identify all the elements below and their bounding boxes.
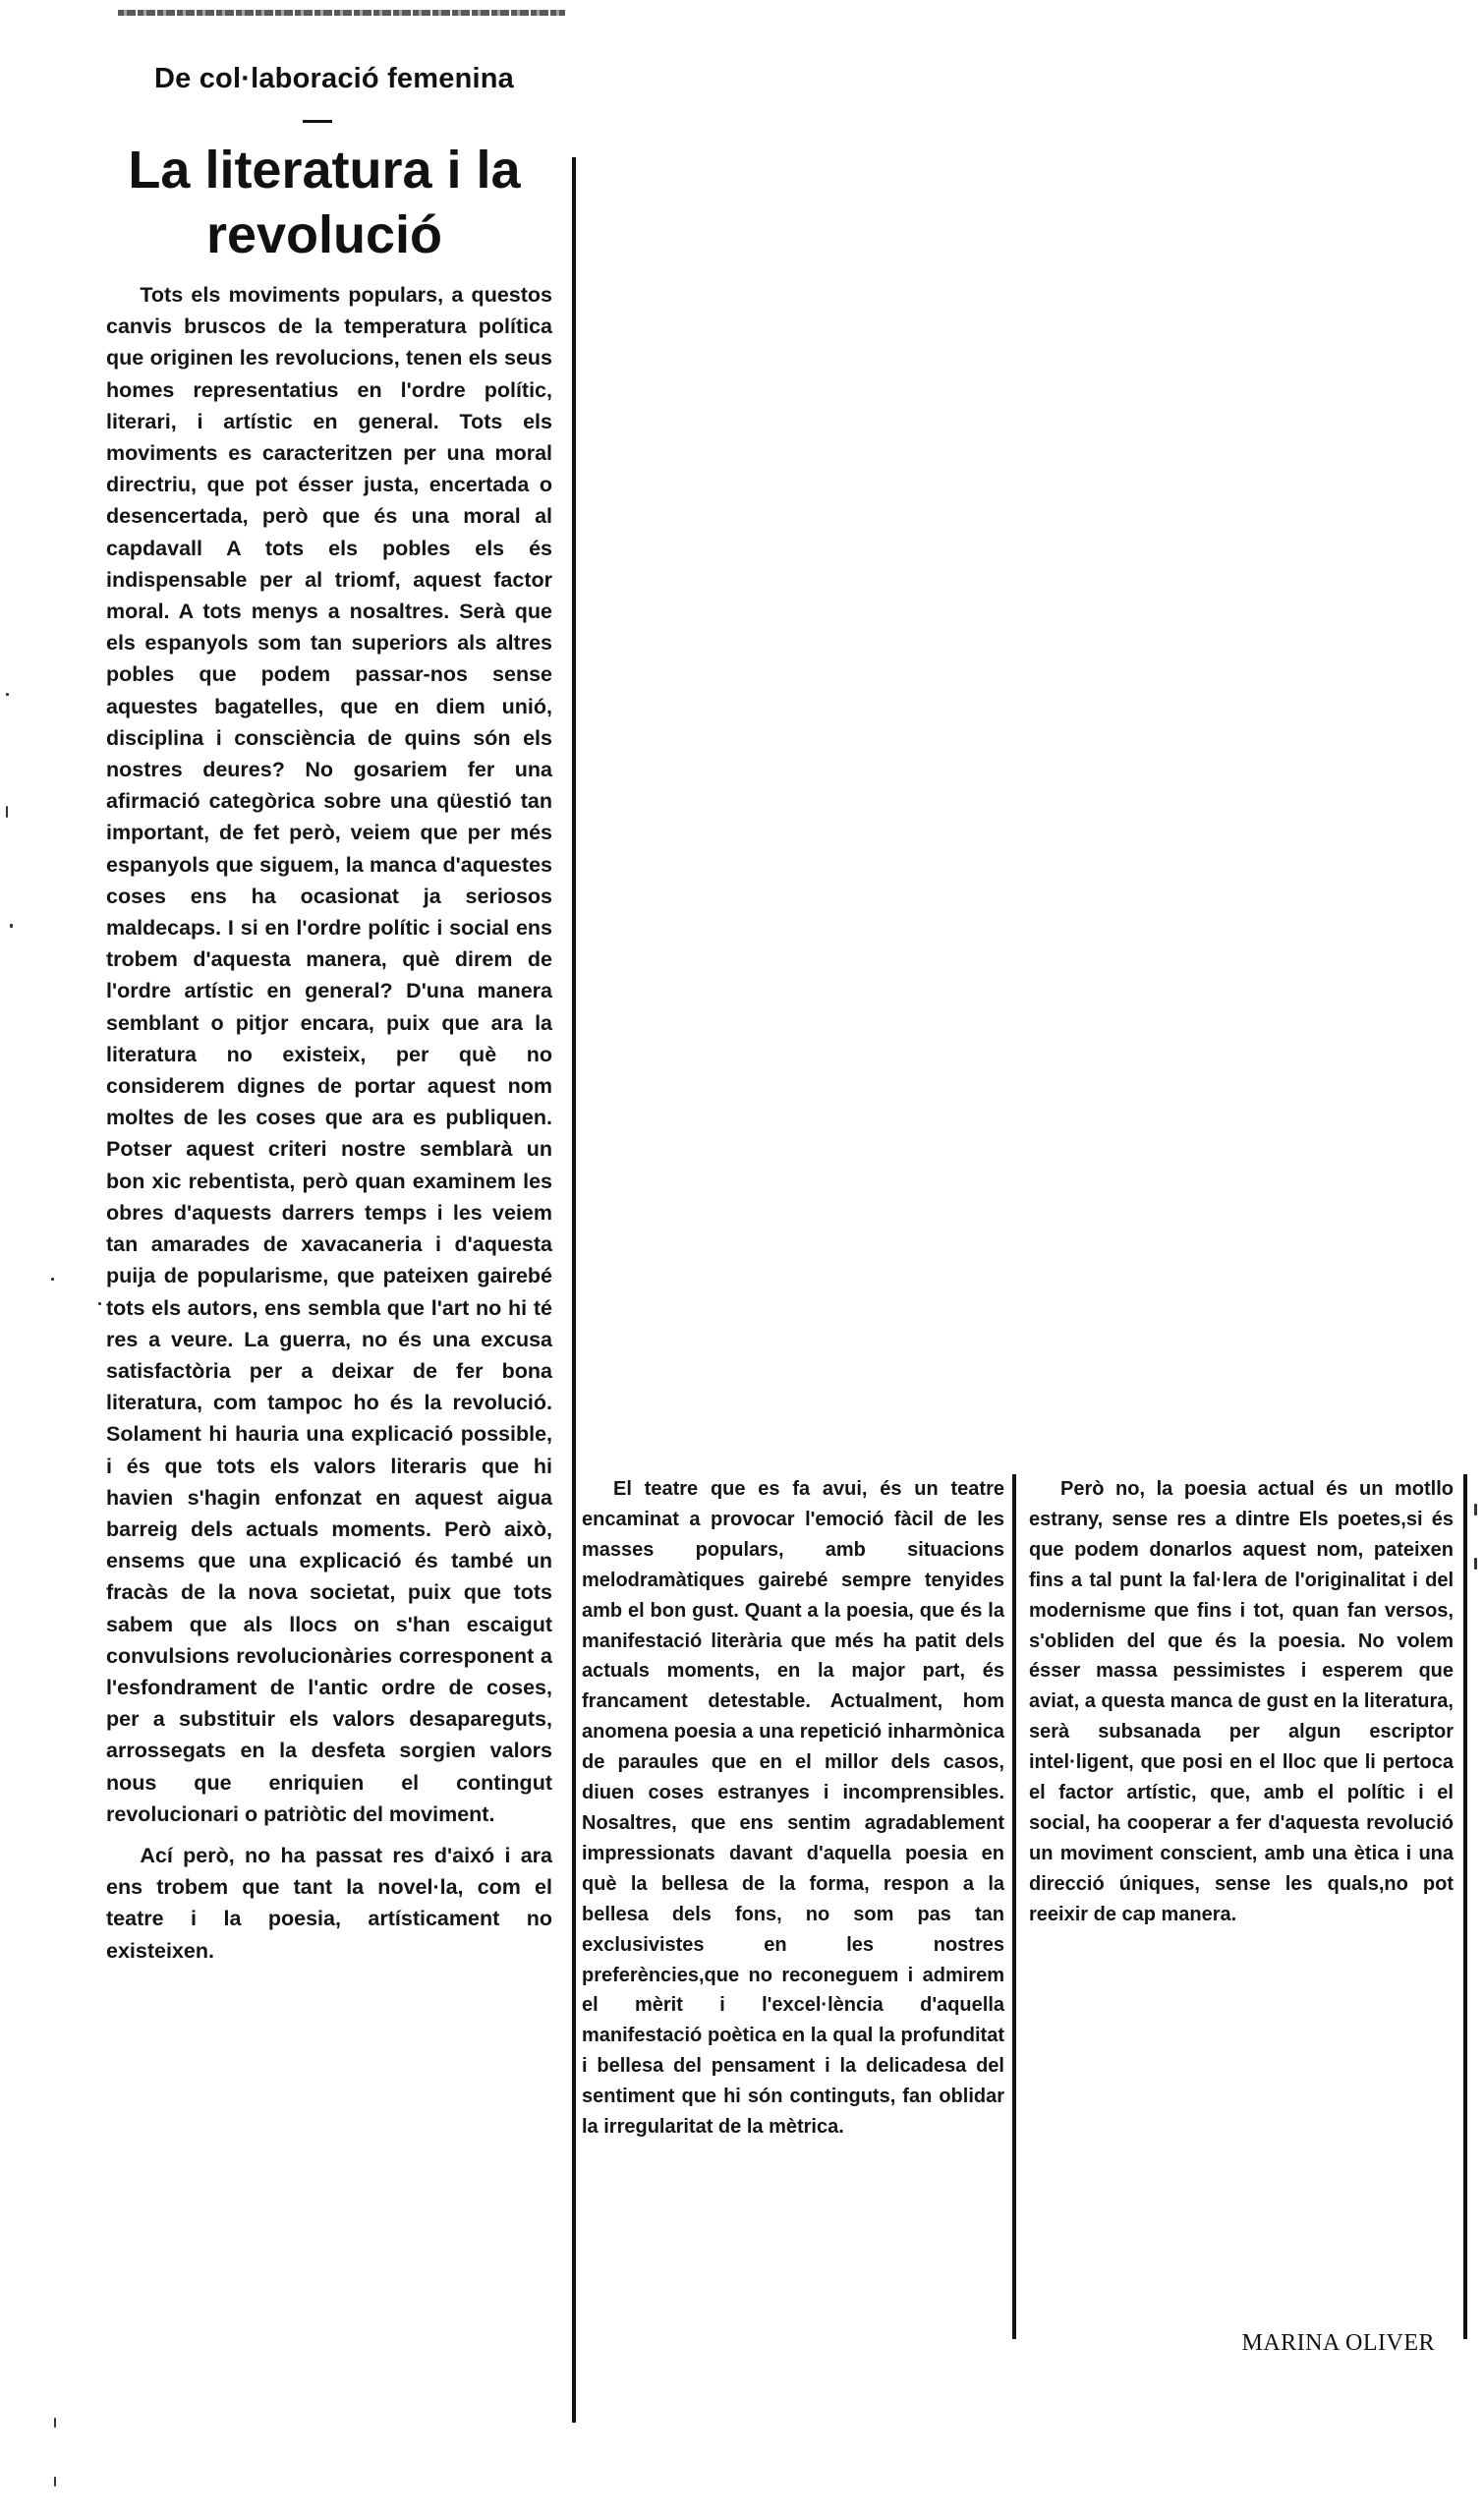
print-speck bbox=[6, 693, 9, 696]
headline: La literatura i la revolució bbox=[128, 141, 521, 264]
print-speck bbox=[6, 806, 8, 818]
column-rule bbox=[1012, 1474, 1016, 2339]
article-column-3 bbox=[1029, 1474, 1454, 1930]
title-dash bbox=[303, 120, 332, 123]
paragraph: El teatre que es fa avui, és un teatre encaminat a provocar l'emoció fàcil de les masses populars, amb situacions melodramàtiques gairebé sempre tenyides amb el bon gust. Quant a la poesia, que és la manifestació literària que més ha patit dels actuals moments, en la major part, és francament detestable. Actualment, hom anomena poesia a una repetició inharmònica de paraules que en el millor dels casos, diuen coses estranyes i incomprensibles. Nosaltres, que ens sentim agradablement impressionats davant d'aquella poesia en què la bellesa de la forma, respon a la bellesa dels fons, no som pas tan exclusivistes en les nostres preferències,que no reconeguem i admirem el mèrit i l'excel·lència d'aquella manifestació poètica en la qual la profunditat i bellesa del pensament i la delicadesa del sentiment que hi són continguts, fan oblidar la irregularitat de la mètrica. bbox=[582, 1478, 1004, 2139]
print-speck bbox=[98, 1302, 101, 1305]
paragraph: Ací però, no ha passat res d'aixó i ara ens trobem que tant la novel·la, com el teatre i la poesia, artísticament no existeixen. bbox=[106, 1843, 552, 1963]
author-signature: MARINA OLIVER bbox=[1241, 2330, 1435, 2356]
article-column-2 bbox=[582, 1474, 1004, 2143]
print-speck bbox=[51, 1278, 54, 1281]
paragraph: Tots els moviments populars, a questos canvis bruscos de la temperatura política que originen les revolucions, tenen els seus homes representatius en l'ordre polític, literari, i artístic en general. Tots els moviments es caracteritzen per una moral directriu, que pot ésser justa, encertada o desencertada, però que és una moral al capdavall A tots els pobles els és indispensable per al triomf, aquest factor moral. A tots menys a nosaltres. Serà que els espanyols som tan superiors als altres pobles que podem passar-nos sense aquestes bagatelles, que en diem unió, disciplina i consciència de quins són els nostres deures? No gosariem fer una afirmació categòrica sobre una qüestió tan important, de fet però, veiem que per més espanyols que siguem, la manca d'aquestes coses ens ha ocasionat ja seriosos maldecaps. I si en l'ordre polític i social ens trobem d'aquesta manera, què direm de l'ordre artístic en general? D'una manera semblant o pitjor encara, puix que ara la literatura no existeix, per què no considerem dignes de portar aquest nom moltes de les coses que ara es publiquen. Potser aquest criteri nostre semblarà un bon xic rebentista, però quan examinem les obres d'aquests darrers temps i les veiem tan amarades de xavacaneria i d'aquesta puija de popularisme, que pateixen gairebé tots els autors, ens sembla que l'art no hi té res a veure. La guerra, no és una excusa satisfactòria per a deixar de fer bona literatura, com tampoc ho és la revolució. Solament hi hauria una explicació possible, i és que tots els valors literaris que hi havien s'hagin enfonzat en aquest aigua barreig dels actuals moments. Però això, ensems que una explicació és també un fracàs de la nova societat, puix que tots sabem que als llocs on s'han escaigut convulsions revolucionàries corresponent a l'esfondrament de l'antic ordre de coses, per a substituir els valors desapareguts, arrossegats en la desfeta sorgien valors nous que enriquien el contingut revolucionari o patriòtic del moviment. bbox=[106, 283, 552, 1826]
print-speck bbox=[1474, 1558, 1477, 1570]
print-speck bbox=[1474, 1504, 1477, 1515]
print-speck bbox=[54, 2418, 56, 2428]
section-label: De col·laboració femenina bbox=[154, 63, 514, 94]
top-rule bbox=[118, 10, 565, 16]
paragraph: Però no, la poesia actual és un motllo estrany, sense res a dintre Els poetes,si és que podem donarlos aquest nom, pateixen fins a tal punt la fal·lera de l'originalitat i del modernisme que fins i tot, quan fan versos, s'obliden del que és la poesia. No volem ésser massa pessimistes i esperem que aviat, a questa manca de gust en la literatura, serà subsanada per algun escriptor intel·ligent, que posi en el lloc que li pertoca el factor artístic, que, amb el polític i el social, ha cooperar a fer d'aquesta revolució un moviment conscient, amb una ètica i una direcció úniques, sense les quals,no pot reeixir de cap manera. bbox=[1029, 1478, 1454, 1925]
print-speck bbox=[10, 924, 13, 928]
print-speck bbox=[54, 2477, 56, 2487]
column-rule bbox=[572, 157, 576, 2423]
column-rule bbox=[1463, 1474, 1467, 2339]
article-column-1 bbox=[106, 279, 552, 1967]
